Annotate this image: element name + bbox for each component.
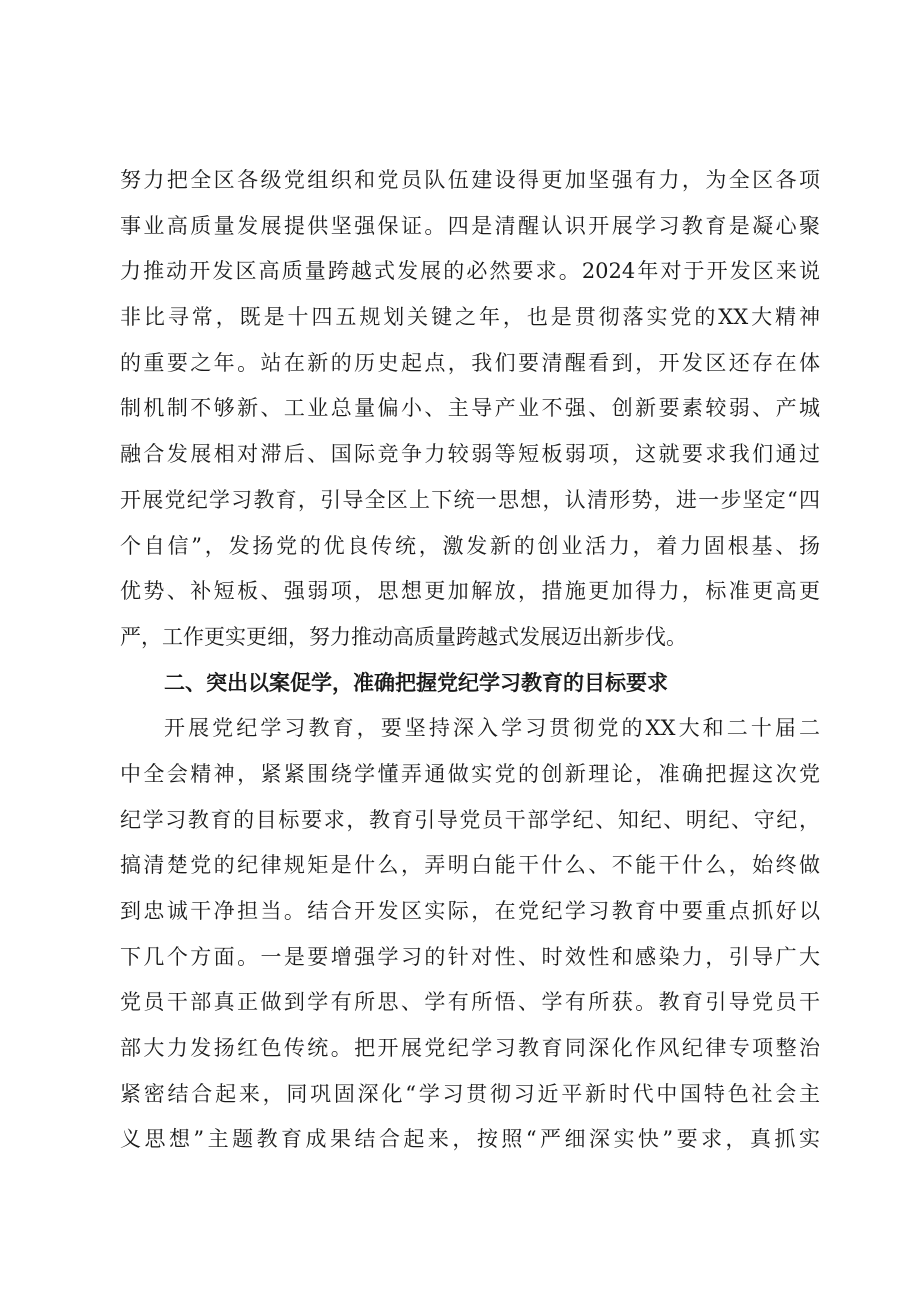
paragraph-line: 严，工作更实更细，努力推动高质量跨越式发展迈出新步伐。: [120, 624, 687, 649]
paragraph-line: 事业高质量发展提供坚强保证。四是清醒认识开展学习教育是凝心聚: [120, 213, 820, 238]
paragraph-line: 开展党纪学习教育，要坚持深入学习贯彻党的XX大和二十届二: [164, 716, 820, 741]
paragraph-line: 努力把全区各级党组织和党员队伍建设得更加坚强有力，为全区各项: [120, 168, 820, 192]
paragraph-line: 中全会精神，紧紧围绕学懂弄通做实党的创新理论，准确把握这次党: [120, 761, 820, 786]
paragraph-line: 开展党纪学习教育，引导全区上下统一思想，认清形势，进一步坚定“四: [120, 487, 820, 512]
paragraph-line: 非比寻常，既是十四五规划关键之年，也是贯彻落实党的XX大精神: [120, 305, 820, 330]
paragraph-line: 融合发展相对滞后、国际竞争力较弱等短板弱项，这就要求我们通过: [120, 442, 820, 467]
paragraph-line: 优势、补短板、强弱项，思想更加解放，措施更加得力，标准更高更: [120, 579, 820, 604]
paragraph-line: 到忠诚干净担当。结合开发区实际，在党纪学习教育中要重点抓好以: [120, 899, 820, 923]
paragraph-line: 个自信”，发扬党的优良传统，激发新的创业活力，着力固根基、扬: [120, 533, 820, 558]
paragraph-line: 紧密结合起来，同巩固深化“学习贯彻习近平新时代中国特色社会主: [120, 1081, 820, 1106]
body-text: [120, 158, 820, 1163]
paragraph-line: 义思想”主题教育成果结合起来，按照“严细深实快”要求，真抓实: [120, 1127, 820, 1152]
paragraph-line: 部大力发扬红色传统。把开展党纪学习教育同深化作风纪律专项整治: [120, 1036, 820, 1061]
paragraph-line: 下几个方面。一是要增强学习的针对性、时效性和感染力，引导广大: [120, 944, 820, 969]
paragraph-line: 搞清楚党的纪律规矩是什么，弄明白能干什么、不能干什么，始终做: [120, 853, 820, 878]
paragraph-line: 纪学习教育的目标要求，教育引导党员干部学纪、知纪、明纪、守纪，: [120, 807, 820, 832]
section-heading: 二、突出以案促学，准确把握党纪学习教育的目标要求: [164, 670, 668, 695]
paragraph-line: 党员干部真正做到学有所思、学有所悟、学有所获。教育引导党员干: [120, 990, 820, 1015]
paragraph-line: 的重要之年。站在新的历史起点，我们要清醒看到，开发区还存在体: [120, 350, 820, 375]
paragraph-line: 制机制不够新、工业总量偏小、主导产业不强、创新要素较弱、产城: [120, 396, 820, 421]
paragraph-line: 力推动开发区高质量跨越式发展的必然要求。2024年对于开发区来说: [120, 259, 820, 284]
